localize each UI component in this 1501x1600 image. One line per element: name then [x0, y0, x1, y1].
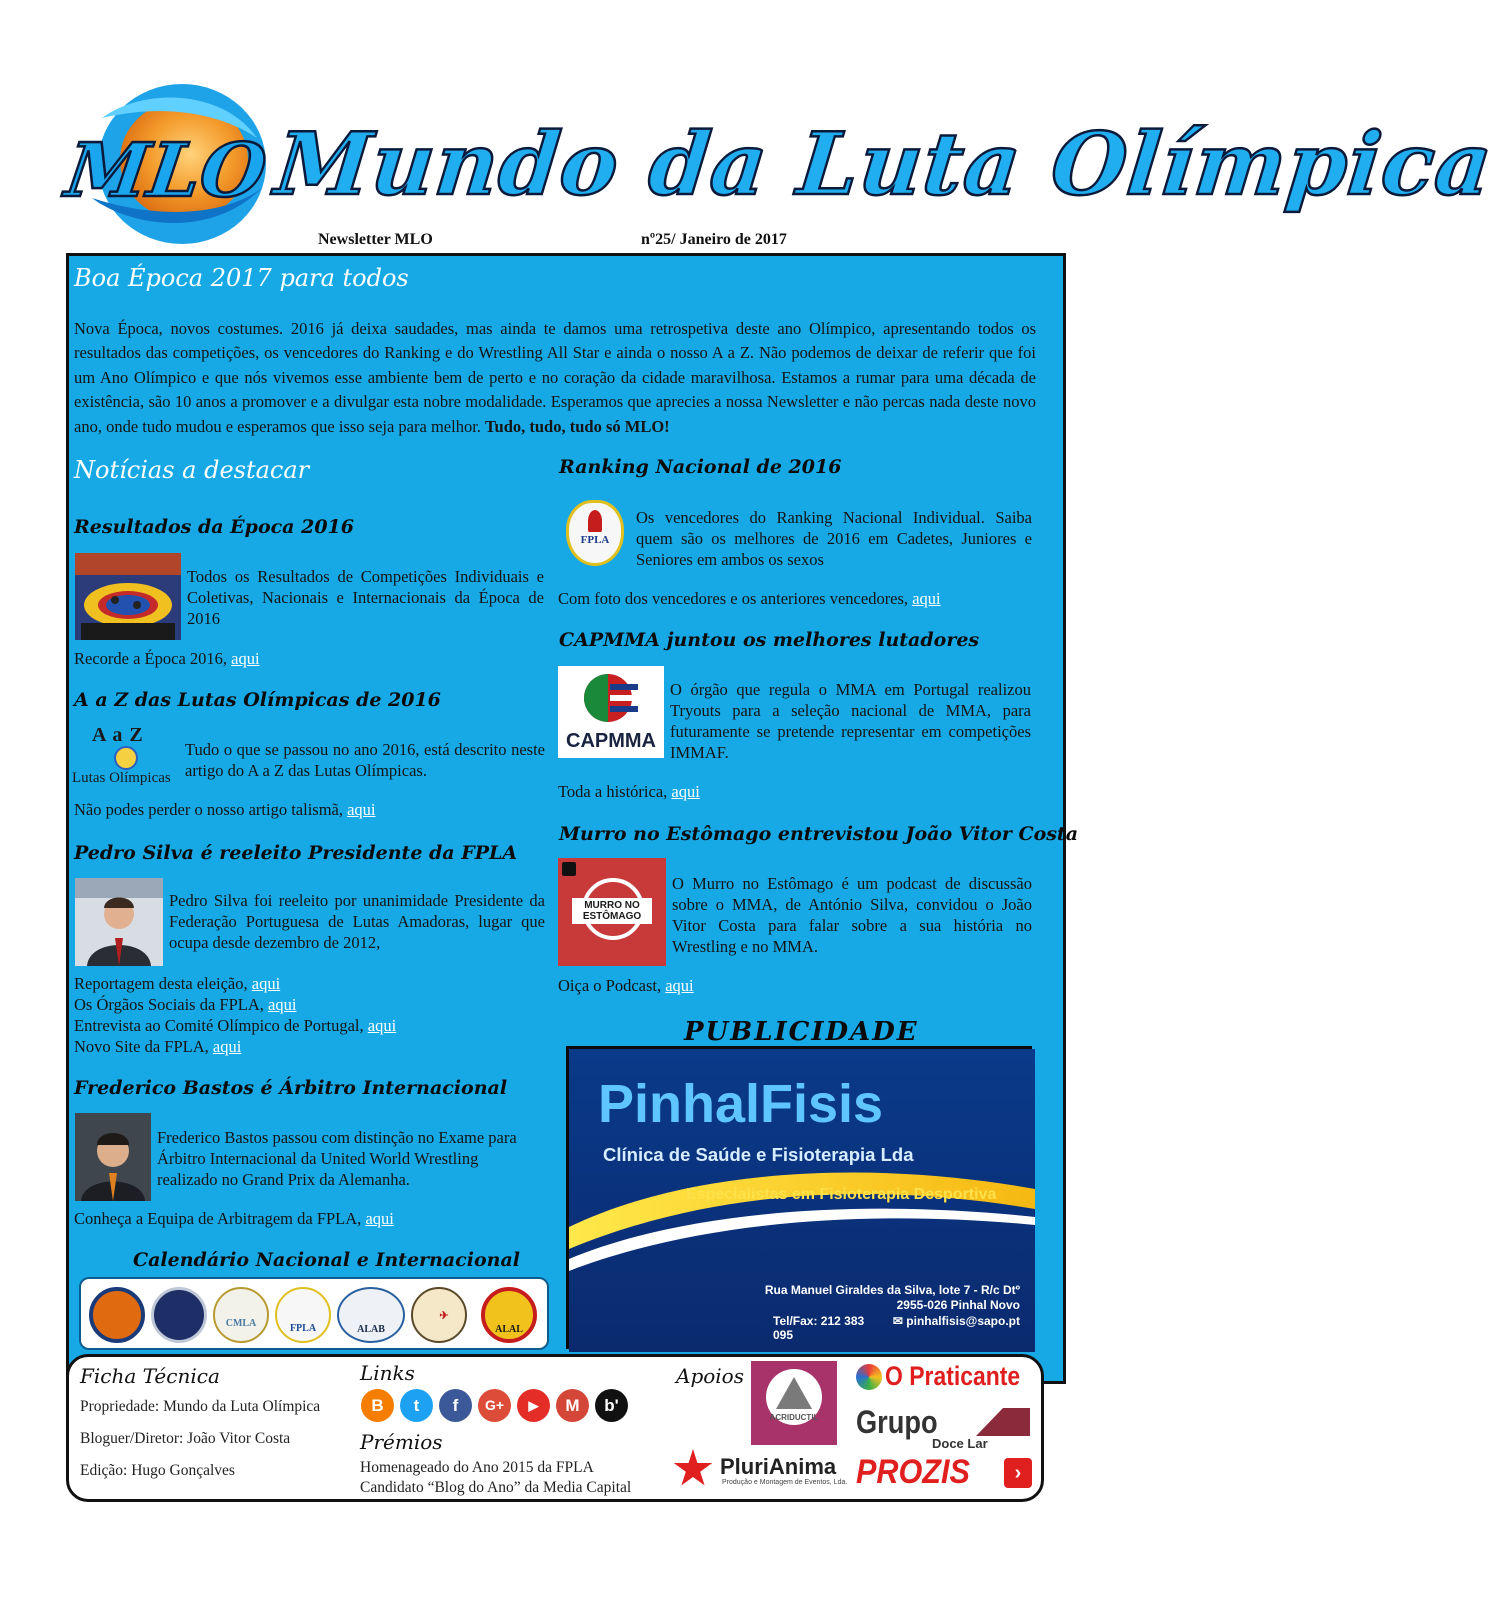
fpla-calendar-logo[interactable]: FPLA: [275, 1287, 331, 1343]
aaz-logo: [72, 724, 180, 790]
cmla-logo[interactable]: CMLA: [213, 1287, 269, 1343]
calendar-title: Calendário Nacional e Internacional: [133, 1249, 520, 1271]
ranking-title: Ranking Nacional de 2016: [559, 456, 842, 478]
apoios-heading: Apoios: [676, 1364, 744, 1388]
intro-text: Nova Época, novos costumes. 2016 já deixa saudades, mas ainda te damos uma retrospetiva deste ano Olímpico, apresentando todos os resultados das competições, os vencedores do Ranking e do Wrestling All Star e ainda o nosso A a Z. Não podemos de deixar de referir que foi um Ano Olímpico e que nós vivemos esse ambiente bem de perto e no coração da cidade maravilhosa. Estamos a rumar para uma década de existência, são 10 anos a promover e a divulgar esta nobre modalidade. Esperamos que aprecies a nossa Newsletter e não percas nada deste novo ano, onde tudo mudou e esperamos que isso seja para melhor. Tudo, tudo, tudo só MLO!: [74, 319, 1036, 436]
capmma-title: CAPMMA juntou os melhores lutadores: [559, 629, 980, 651]
o-praticante-logo[interactable]: O Praticante: [885, 1361, 1021, 1391]
intro-heading: Boa Época 2017 para todos: [74, 264, 409, 292]
capmma-emblem: [580, 670, 640, 726]
mlo-logo: [60, 78, 272, 250]
alal-logo[interactable]: ALAL: [481, 1287, 537, 1343]
advert-email-line: ✉ pinhalfisis@sapo.pt: [892, 1314, 1020, 1328]
frederico-photo: [75, 1113, 151, 1201]
triangle-icon: [776, 1377, 812, 1409]
prozis-logo[interactable]: PROZIS: [856, 1453, 970, 1491]
pedro-link-4[interactable]: aqui: [212, 1037, 242, 1056]
murro-title: Murro no Estômago entrevistou João Vitor Costa: [559, 823, 1079, 845]
pedro-link-2[interactable]: aqui: [268, 995, 297, 1014]
ficha-heading: Ficha Técnica: [80, 1364, 220, 1388]
resultados-text: Todos os Resultados de Competições Individuais e Coletivas, Nacionais e Internacionais da Época de 2016: [187, 567, 544, 628]
medal-icon: [114, 746, 138, 770]
news-heading: Notícias a destacar: [74, 456, 310, 484]
aaz-link-line: Não podes perder o nosso artigo talismã, aqui: [74, 800, 376, 819]
advert-address-2: 2955-026 Pinhal Novo: [896, 1298, 1020, 1312]
pluri-anima-subtitle: Produção e Montagem de Eventos, Lda.: [722, 1479, 848, 1486]
aaz-link[interactable]: aqui: [347, 800, 376, 819]
aaz-logo-bottom: Lutas Olímpicas: [72, 770, 171, 786]
pedro-link-line-4: Novo Site da FPLA, aqui: [74, 1037, 242, 1056]
grupo-logo[interactable]: Grupo: [856, 1404, 938, 1440]
premio-1: Homenageado do Ano 2015 da FPLA: [360, 1459, 594, 1476]
pedro-link-line-2: Os Órgãos Sociais da FPLA, aqui: [74, 995, 297, 1014]
ficha-item-2: Bloguer/Diretor: João Vitor Costa: [80, 1430, 291, 1447]
advert-address-1: Rua Manuel Giraldes da Silva, lote 7 - R/c Dtº: [764, 1283, 1020, 1297]
capmma-link[interactable]: aqui: [671, 782, 700, 801]
capmma-logo: CAPMMA: [558, 666, 664, 758]
newsletter-label: Newsletter MLO: [318, 231, 433, 248]
pluri-anima-logo[interactable]: PluriAnima: [720, 1454, 837, 1479]
aaz-title: A a Z das Lutas Olímpicas de 2016: [74, 689, 441, 711]
frederico-text: Frederico Bastos passou com distinção no Exame para Árbitro Internacional da United World Wrestling realizado no Grand Prix da Alemanha.: [157, 1128, 517, 1189]
issue-label: nº25/ Janeiro de 2017: [641, 231, 787, 248]
resultados-link-line: Recorde a Época 2016, aqui: [74, 649, 260, 668]
alab-logo[interactable]: ALAB: [337, 1287, 405, 1343]
calendar-logos[interactable]: [79, 1277, 549, 1350]
youtube-icon[interactable]: ▶: [517, 1389, 550, 1422]
twitter-icon[interactable]: t: [400, 1389, 433, 1422]
premio-2: Candidato “Blog do Ano” da Media Capital: [360, 1479, 632, 1496]
prozis-arrow-icon: ›: [1004, 1458, 1032, 1488]
ranking-link-line: Com foto dos vencedores e os anteriores vencedores, aqui: [558, 589, 941, 608]
acriductil-logo[interactable]: ACRIDUCTIL: [751, 1361, 837, 1445]
murro-logo: MURRO NO ESTÔMAGO: [558, 858, 666, 966]
doce-lar-label: Doce Lar: [932, 1436, 988, 1451]
pedro-text: Pedro Silva foi reeleito por unanimidade Presidente da Federação Portuguesa de Lutas Amadoras, lugar que ocupa desde dezembro de 2012,: [169, 891, 545, 952]
alapa-logo[interactable]: ✈: [439, 1310, 449, 1322]
aaz-logo-top: A a Z: [92, 724, 144, 746]
capmma-text: O órgão que regula o MMA em Portugal realizou Tryouts para a seleção nacional de MMA, para futuramente se pretende representar em competições IMMAF.: [670, 680, 1031, 762]
advert-brand: PinhalFisis: [598, 1074, 884, 1134]
resultados-title: Resultados da Época 2016: [74, 516, 354, 538]
aaz-text: Tudo o que se passou no ano 2016, está descrito neste artigo do A a Z das Lutas Olímpicas.: [185, 740, 545, 780]
google-plus-icon[interactable]: G+: [478, 1389, 511, 1422]
pluri-anima-star-icon: [668, 1444, 718, 1494]
pedro-title: Pedro Silva é reeleito Presidente da FPLA: [74, 842, 518, 864]
murro-link[interactable]: aqui: [665, 976, 694, 995]
advert-heading: PUBLICIDADE: [684, 1017, 919, 1047]
pedro-photo: [75, 878, 163, 966]
logo-text: MLO: [60, 126, 272, 214]
federation-logo-2[interactable]: [151, 1287, 207, 1343]
murro-text: O Murro no Estômago é um podcast de discussão sobre o MMA, de António Silva, convidou o João Vitor Costa para falar sobre a sua história no Wrestling e no MMA.: [672, 874, 1032, 956]
frederico-link-line: Conheça a Equipa de Arbitragem da FPLA, aqui: [74, 1209, 394, 1228]
torch-icon: [588, 510, 602, 532]
pedro-link-3[interactable]: aqui: [367, 1016, 397, 1035]
federation-logo-1[interactable]: [89, 1287, 145, 1343]
ranking-text: Os vencedores do Ranking Nacional Individual. Saiba quem são os melhores de 2016 em Cadetes, Juniores e Seniores em ambos os sexos: [636, 508, 1032, 569]
advert-phone: Tel/Fax: 212 383 095: [773, 1314, 865, 1342]
fpla-logo: FPLA: [558, 496, 632, 570]
ranking-link[interactable]: aqui: [912, 589, 941, 608]
ficha-item-1: Propriedade: Mundo da Luta Olímpica: [80, 1398, 321, 1415]
pedro-link-1[interactable]: aqui: [251, 974, 281, 993]
frederico-title: Frederico Bastos é Árbitro Internacional: [74, 1077, 508, 1099]
blogger-icon[interactable]: B: [361, 1389, 394, 1422]
facebook-icon[interactable]: f: [439, 1389, 472, 1422]
masthead-title: Mundo da Luta Olímpica: [270, 114, 1498, 215]
frederico-link[interactable]: aqui: [365, 1209, 394, 1228]
gmail-icon[interactable]: M: [556, 1389, 589, 1422]
advert-specialty: Especialistas em Fisioterapia Desportiva: [686, 1186, 997, 1203]
advert-subtitle: Clínica de Saúde e Fisioterapia Lda: [603, 1144, 914, 1165]
ficha-item-3: Edição: Hugo Gonçalves: [80, 1462, 235, 1479]
resultados-photo: [75, 553, 181, 640]
murro-link-line: Oiça o Podcast, aqui: [558, 976, 694, 995]
resultados-link[interactable]: aqui: [231, 649, 260, 668]
pedro-link-line-1: Reportagem desta eleição, aqui: [74, 974, 281, 993]
links-heading: Links: [360, 1361, 415, 1385]
pedro-link-line-3: Entrevista ao Comité Olímpico de Portugal, aqui: [74, 1016, 397, 1035]
capmma-link-line: Toda a histórica, aqui: [558, 782, 700, 801]
mail-icon: ✉: [892, 1314, 907, 1328]
bloglovin-icon[interactable]: b': [595, 1389, 628, 1422]
intro-tagline: Tudo, tudo, tudo só MLO!: [485, 416, 670, 436]
o-praticante-icon: [856, 1364, 882, 1390]
podcast-badge-icon: [562, 862, 576, 876]
premios-heading: Prémios: [360, 1430, 443, 1454]
